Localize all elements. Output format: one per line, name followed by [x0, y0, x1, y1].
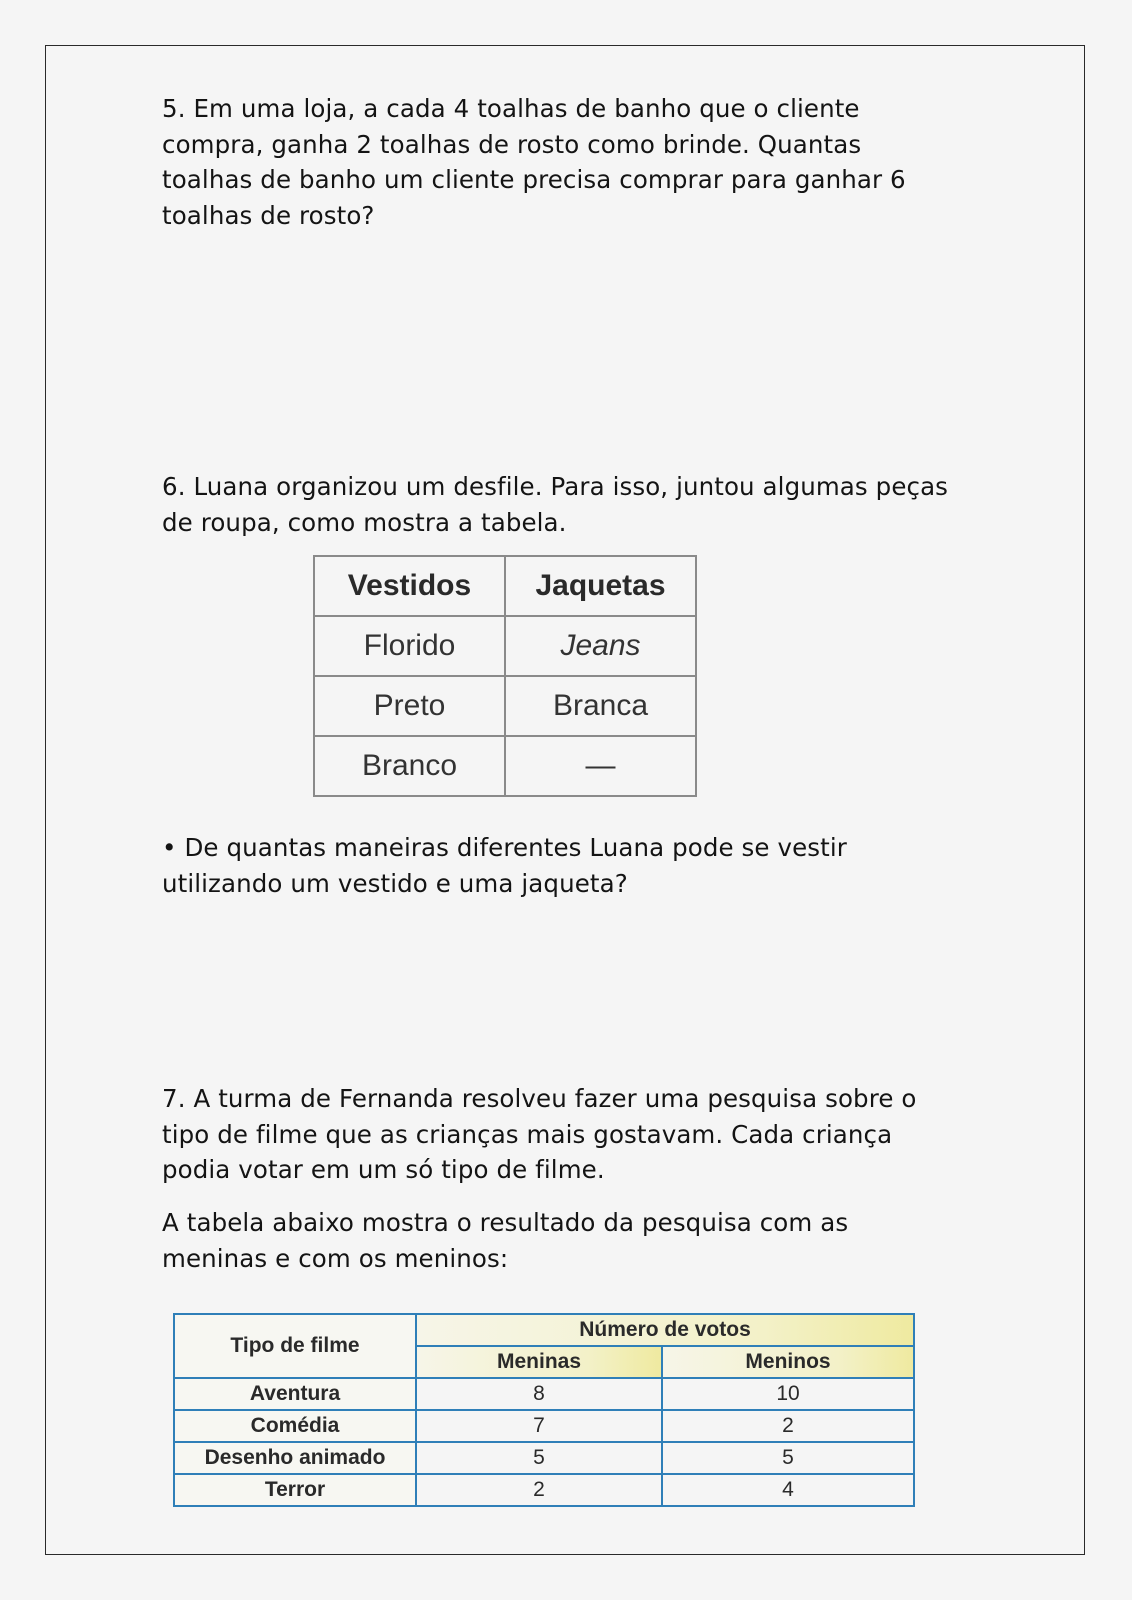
table-row [314, 736, 696, 796]
question-7-text-2: A tabela abaixo mostra o resultado da pesquisa com as meninas e com os meninos: [162, 1208, 849, 1273]
votes-cell-meninos: 10 [662, 1378, 914, 1410]
votes-row-label: Desenho animado [174, 1442, 416, 1474]
votes-cell-meninas: 5 [416, 1442, 662, 1474]
table-row [174, 1474, 914, 1506]
votes-header-row [174, 1314, 914, 1346]
clothes-header-vestidos: Vestidos [314, 556, 505, 616]
question-5-text: 5. Em uma loja, a cada 4 toalhas de banho que o cliente compra, ganha 2 toalhas de rosto como brinde. Quantas toalhas de banho um cliente precisa comprar para ganhar 6 toalhas de rosto? [162, 94, 906, 230]
votes-header-film-type: Tipo de filme [174, 1314, 416, 1378]
clothes-table [313, 555, 697, 797]
votes-header-meninas: Meninas [416, 1346, 662, 1378]
question-6-text: 6. Luana organizou um desfile. Para isso, juntou algumas peças de roupa, como mostra a tabela. [162, 472, 949, 537]
question-6-intro [162, 469, 952, 540]
question-7-intro [162, 1081, 952, 1188]
votes-cell-meninas: 8 [416, 1378, 662, 1410]
question-7-intro-2 [162, 1205, 952, 1276]
votes-cell-meninas: 7 [416, 1410, 662, 1442]
clothes-cell: Branco [314, 736, 505, 796]
votes-cell-meninos: 2 [662, 1410, 914, 1442]
votes-cell-meninas: 2 [416, 1474, 662, 1506]
votes-row-label: Aventura [174, 1378, 416, 1410]
votes-cell-meninos: 4 [662, 1474, 914, 1506]
votes-table [173, 1313, 915, 1507]
votes-row-label: Terror [174, 1474, 416, 1506]
clothes-header-jaquetas: Jaquetas [505, 556, 696, 616]
table-row [174, 1410, 914, 1442]
question-6-prompt [162, 830, 952, 901]
clothes-table-header-row [314, 556, 696, 616]
votes-header-group: Número de votos [416, 1314, 914, 1346]
table-row [174, 1378, 914, 1410]
clothes-cell: Preto [314, 676, 505, 736]
question-7-text: 7. A turma de Fernanda resolveu fazer uma pesquisa sobre o tipo de filme que as crianças mais gostavam. Cada criança podia votar em um só tipo de filme. [162, 1084, 917, 1184]
table-row [314, 616, 696, 676]
clothes-cell: — [505, 736, 696, 796]
votes-cell-meninos: 5 [662, 1442, 914, 1474]
table-row [174, 1442, 914, 1474]
votes-row-label: Comédia [174, 1410, 416, 1442]
clothes-cell: Branca [505, 676, 696, 736]
votes-header-meninos: Meninos [662, 1346, 914, 1378]
question-6-question-text: • De quantas maneiras diferentes Luana pode se vestir utilizando um vestido e uma jaqueta? [162, 833, 847, 898]
question-5 [162, 91, 952, 233]
clothes-cell: Florido [314, 616, 505, 676]
table-row [314, 676, 696, 736]
clothes-cell: Jeans [505, 616, 696, 676]
